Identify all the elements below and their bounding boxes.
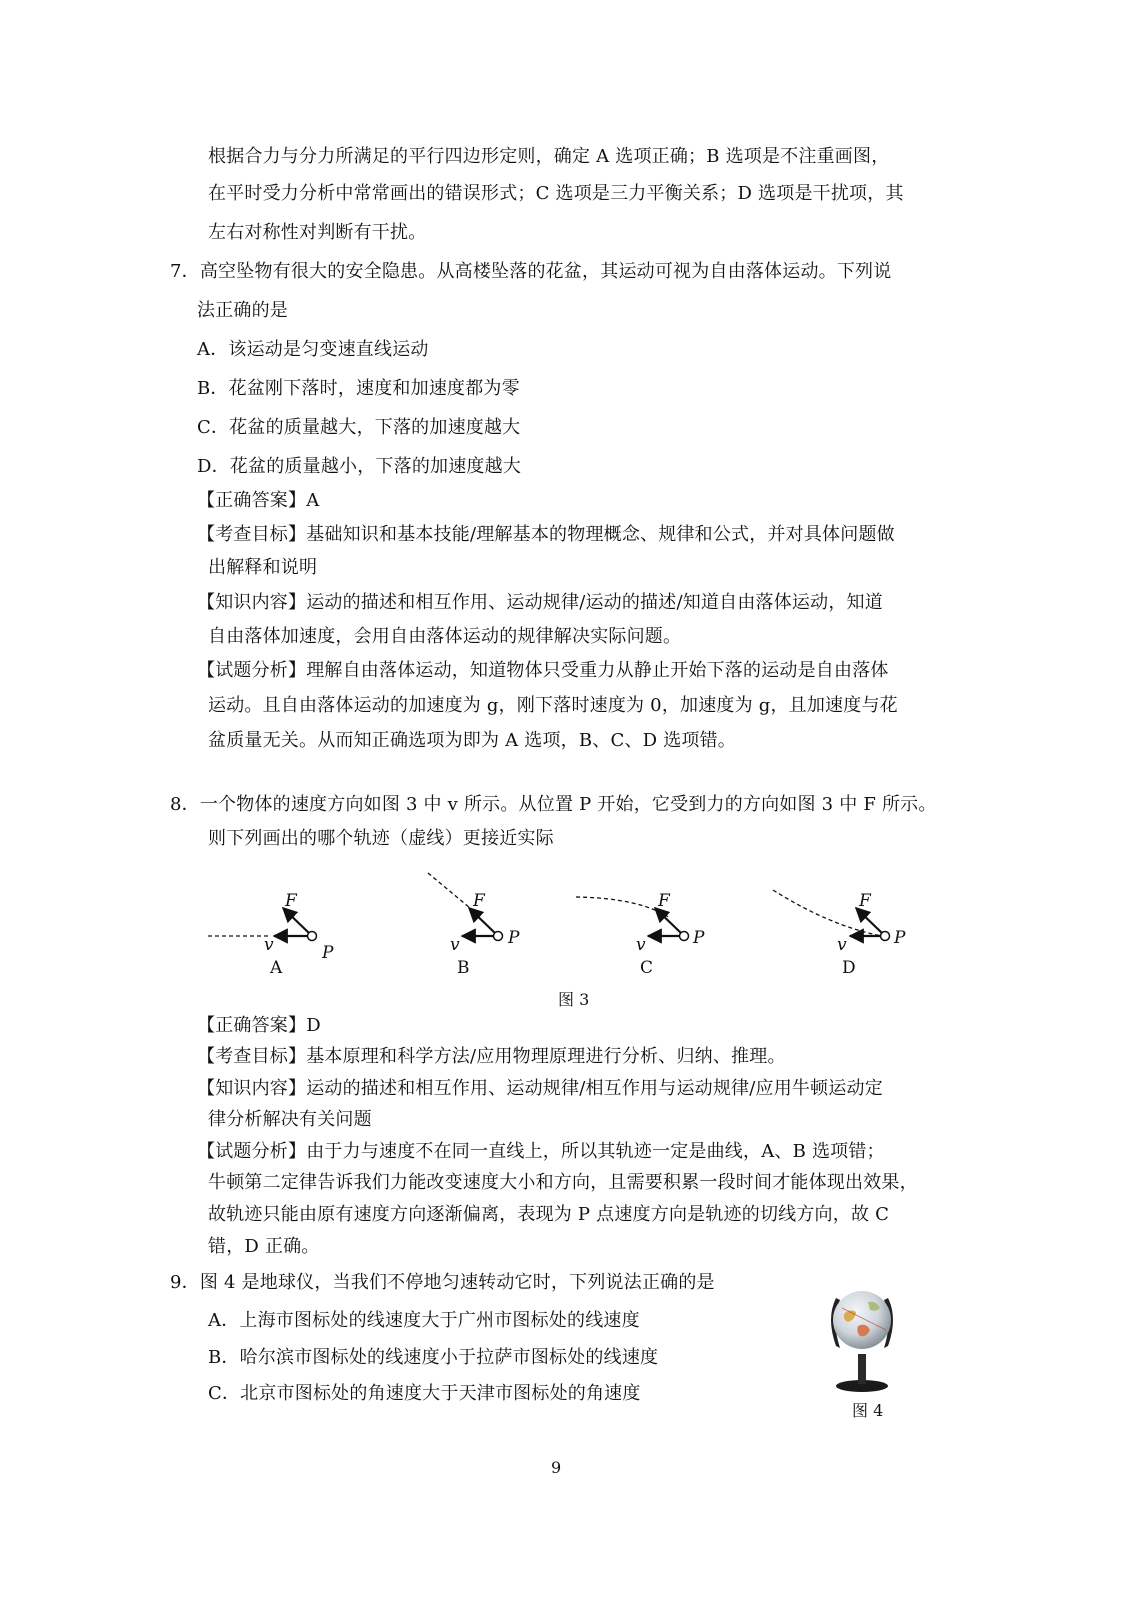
- panel-label-b: B: [457, 958, 470, 978]
- q7-option-d: D．花盆的质量越小，下落的加速度越大: [197, 456, 522, 477]
- force-arrow-d: [856, 908, 882, 933]
- q7-analysis-line-2: 运动。且自由落体运动的加速度为 g，刚下落时速度为 0，加速度为 g，且加速度与花: [208, 695, 898, 716]
- q7-stem-line-1: 7．高空坠物有很大的安全隐患。从高楼坠落的花盆，其运动可视为自由落体运动。下列说: [170, 261, 892, 282]
- label-v-a: v: [264, 935, 274, 955]
- force-arrow-a: [283, 908, 309, 933]
- figure-3-panel-a: [208, 908, 317, 941]
- globe-sphere: [833, 1291, 891, 1349]
- point-p-d: [881, 932, 890, 941]
- figure-3-panel-c: [576, 897, 689, 941]
- label-f-d: F: [859, 891, 871, 911]
- point-p-c: [680, 932, 689, 941]
- q8-analysis-line-1: 【试题分析】由于力与速度不在同一直线上，所以其轨迹一定是曲线，A、B 选项错；: [197, 1141, 885, 1162]
- intro-line-1: 根据合力与分力所满足的平行四边形定则，确定 A 选项正确；B 选项是不注重画图，: [208, 146, 890, 167]
- globe-stand: [858, 1354, 866, 1384]
- q8-analysis-line-2: 牛顿第二定律告诉我们力能改变速度大小和方向，且需要积累一段时间才能体现出效果，: [208, 1172, 918, 1193]
- q7-analysis-line-3: 盆质量无关。从而知正确选项为即为 A 选项，B、C、D 选项错。: [208, 730, 736, 751]
- panel-label-a: A: [270, 958, 283, 978]
- q7-stem-line-2: 法正确的是: [197, 300, 288, 321]
- q9-option-b: B．哈尔滨市图标处的线速度小于拉萨市图标处的线速度: [208, 1347, 659, 1368]
- q8-stem-line-2: 则下列画出的哪个轨迹（虚线）更接近实际: [208, 828, 554, 849]
- label-f-c: F: [658, 891, 670, 911]
- panel-label-d: D: [842, 958, 856, 978]
- q7-knowledge-line-1: 【知识内容】运动的描述和相互作用、运动规律/运动的描述/知道自由落体运动，知道: [197, 592, 883, 613]
- q7-knowledge-line-2: 自由落体加速度，会用自由落体运动的规律解决实际问题。: [208, 626, 682, 647]
- figure-3-panel-d: [773, 890, 890, 941]
- label-v-b: v: [450, 935, 460, 955]
- q7-option-b: B．花盆刚下落时，速度和加速度都为零: [197, 378, 520, 399]
- label-v-d: v: [837, 935, 847, 955]
- intro-line-3: 左右对称性对判断有干扰。: [208, 222, 427, 243]
- q8-analysis-line-4: 错，D 正确。: [208, 1236, 320, 1257]
- q8-knowledge-line-2: 律分析解决有关问题: [208, 1109, 372, 1130]
- q7-target-line-2: 出解释和说明: [208, 557, 318, 578]
- label-v-c: v: [636, 935, 646, 955]
- q7-option-c: C．花盆的质量越大，下落的加速度越大: [197, 417, 521, 438]
- label-f-a: F: [285, 891, 297, 911]
- point-p-a: [308, 932, 317, 941]
- globe-illustration: [822, 1278, 902, 1394]
- q8-answer: 【正确答案】D: [197, 1015, 321, 1036]
- q7-target-line-1: 【考查目标】基础知识和基本技能/理解基本的物理概念、规律和公式，并对具体问题做: [197, 524, 895, 545]
- label-f-b: F: [473, 891, 485, 911]
- figure-3: [200, 868, 920, 978]
- q7-option-a: A．该运动是匀变速直线运动: [197, 339, 429, 360]
- label-p-b: P: [508, 928, 520, 948]
- q9-stem: 9．图 4 是地球仪，当我们不停地匀速转动它时，下列说法正确的是: [170, 1272, 715, 1293]
- panel-label-c: C: [640, 958, 654, 978]
- force-arrow-c: [655, 908, 681, 933]
- q7-analysis-line-1: 【试题分析】理解自由落体运动，知道物体只受重力从静止开始下落的运动是自由落体: [197, 660, 889, 681]
- figure-3-caption: 图 3: [558, 990, 590, 1009]
- q8-analysis-line-3: 故轨迹只能由原有速度方向逐渐偏离，表现为 P 点速度方向是轨迹的切线方向，故 C: [208, 1204, 890, 1225]
- figure-3-panel-b: [428, 873, 503, 941]
- q9-option-a: A．上海市图标处的线速度大于广州市图标处的线速度: [208, 1310, 640, 1331]
- figure-4-caption: 图 4: [852, 1401, 884, 1420]
- q8-target: 【考查目标】基本原理和科学方法/应用物理原理进行分析、归纳、推理。: [197, 1046, 786, 1067]
- label-p-a: P: [322, 943, 334, 963]
- intro-line-2: 在平时受力分析中常常画出的错误形式；C 选项是三力平衡关系；D 选项是干扰项，其: [208, 183, 904, 204]
- q8-knowledge-line-1: 【知识内容】运动的描述和相互作用、运动规律/相互作用与运动规律/应用牛顿运动定: [197, 1078, 883, 1099]
- q8-stem-line-1: 8．一个物体的速度方向如图 3 中 v 所示。从位置 P 开始，它受到力的方向如图 3 中 F 所示。: [170, 794, 937, 815]
- label-p-d: P: [894, 928, 906, 948]
- point-p-b: [494, 932, 503, 941]
- q9-option-c: C．北京市图标处的角速度大于天津市图标处的角速度: [208, 1383, 641, 1404]
- q7-answer: 【正确答案】A: [197, 490, 320, 511]
- label-p-c: P: [693, 928, 705, 948]
- page-number: 9: [551, 1458, 562, 1477]
- trajectory-dashed-b: [428, 873, 470, 908]
- force-arrow-b: [469, 908, 495, 933]
